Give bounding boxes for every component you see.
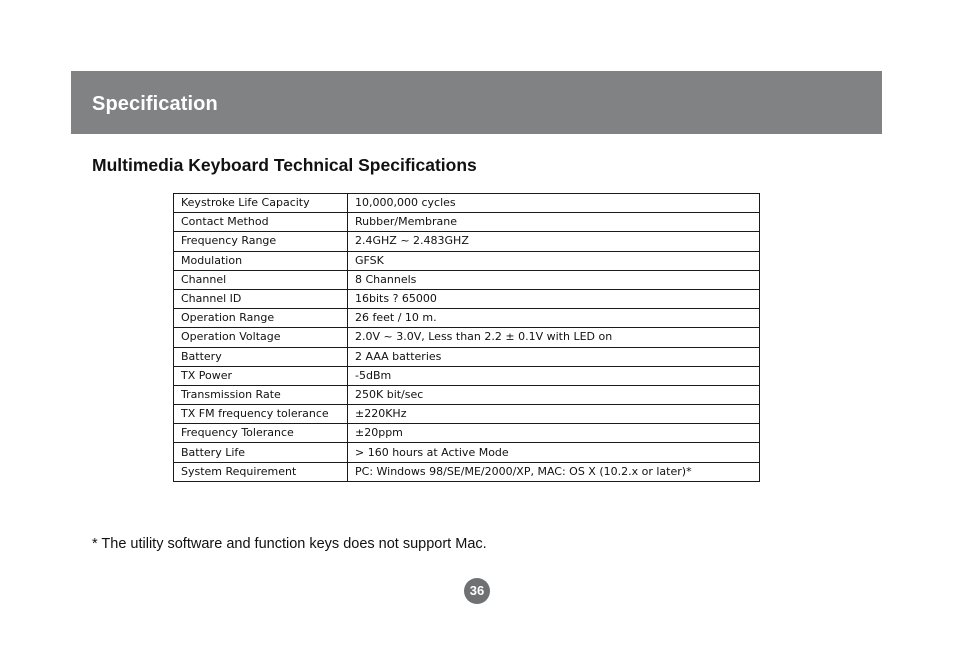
spec-value: 250K bit/sec xyxy=(348,385,760,404)
page-number-badge: 36 xyxy=(464,578,490,604)
spec-value: Rubber/Membrane xyxy=(348,213,760,232)
page-title: Specification xyxy=(92,93,218,115)
spec-label: TX Power xyxy=(174,366,348,385)
spec-label: Battery Life xyxy=(174,443,348,462)
spec-value: > 160 hours at Active Mode xyxy=(348,443,760,462)
table-row xyxy=(174,424,760,443)
spec-value: PC: Windows 98/SE/ME/2000/XP, MAC: OS X (10.2.x or later)* xyxy=(348,462,760,481)
table-row xyxy=(174,443,760,462)
spec-label: System Requirement xyxy=(174,462,348,481)
spec-label: Transmission Rate xyxy=(174,385,348,404)
footnote: * The utility software and function keys does not support Mac. xyxy=(92,536,487,552)
table-row xyxy=(174,251,760,270)
section-title: Multimedia Keyboard Technical Specifications xyxy=(92,155,477,175)
spec-label: Channel ID xyxy=(174,289,348,308)
spec-value: 2 AAA batteries xyxy=(348,347,760,366)
spec-value: 2.0V ~ 3.0V, Less than 2.2 ± 0.1V with LED on xyxy=(348,328,760,347)
spec-value: 16bits ? 65000 xyxy=(348,289,760,308)
spec-label: Frequency Tolerance xyxy=(174,424,348,443)
table-row xyxy=(174,328,760,347)
spec-label: Keystroke Life Capacity xyxy=(174,194,348,213)
spec-label: Operation Voltage xyxy=(174,328,348,347)
spec-value: GFSK xyxy=(348,251,760,270)
spec-value: 2.4GHZ ~ 2.483GHZ xyxy=(348,232,760,251)
table-row xyxy=(174,289,760,308)
spec-label: Modulation xyxy=(174,251,348,270)
table-row xyxy=(174,347,760,366)
spec-label: Contact Method xyxy=(174,213,348,232)
spec-label: Operation Range xyxy=(174,309,348,328)
spec-label: Frequency Range xyxy=(174,232,348,251)
spec-value: 26 feet / 10 m. xyxy=(348,309,760,328)
spec-value: -5dBm xyxy=(348,366,760,385)
table-row xyxy=(174,462,760,481)
table-row xyxy=(174,270,760,289)
spec-table xyxy=(173,193,760,482)
spec-value: ±220KHz xyxy=(348,405,760,424)
table-row xyxy=(174,385,760,404)
spec-label: TX FM frequency tolerance xyxy=(174,405,348,424)
table-row xyxy=(174,232,760,251)
header-band xyxy=(71,71,882,134)
table-row xyxy=(174,309,760,328)
table-row xyxy=(174,405,760,424)
table-row xyxy=(174,194,760,213)
spec-label: Battery xyxy=(174,347,348,366)
spec-label: Channel xyxy=(174,270,348,289)
spec-value: ±20ppm xyxy=(348,424,760,443)
table-row xyxy=(174,366,760,385)
table-row xyxy=(174,213,760,232)
spec-value: 8 Channels xyxy=(348,270,760,289)
spec-value: 10,000,000 cycles xyxy=(348,194,760,213)
